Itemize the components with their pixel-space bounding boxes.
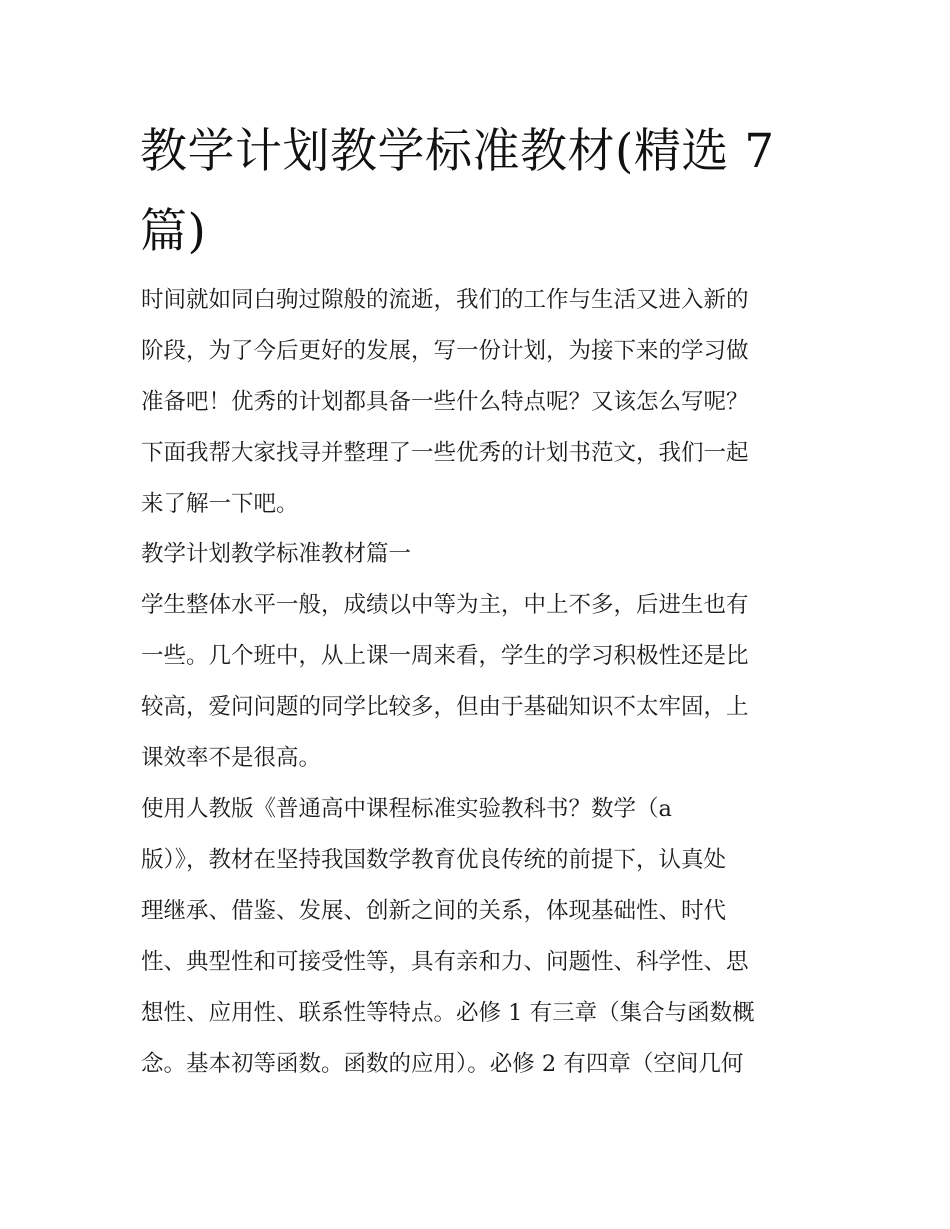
title-line-1: 教学计划教学标准教材(精选 7 bbox=[140, 124, 775, 179]
paragraph-2-line-3: 理继承、借鉴、发展、创新之间的关系，体现基础性、时代 bbox=[141, 898, 727, 924]
intro-line-1: 时间就如同白驹过隙般的流逝，我们的工作与生活又进入新的 bbox=[141, 287, 749, 313]
paragraph-2-line-1: 使用人教版《普通高中课程标准实验教科书？数学（a bbox=[141, 796, 672, 822]
paragraph-1-line-4: 课效率不是很高。 bbox=[141, 745, 322, 771]
paragraph-1-line-1: 学生整体水平一般，成绩以中等为主，中上不多，后进生也有 bbox=[141, 592, 749, 618]
intro-line-3: 准备吧！优秀的计划都具备一些什么特点呢？又该怎么写呢？ bbox=[141, 389, 749, 415]
document-title bbox=[140, 112, 820, 272]
paragraph-1-line-3: 较高，爱问问题的同学比较多，但由于基础知识不太牢固，上 bbox=[141, 694, 749, 720]
paragraph-2-line-6: 念。基本初等函数。函数的应用）。必修 2 有四章（空间几何 bbox=[141, 1051, 744, 1077]
paragraph-2-line-4: 性、典型性和可接受性等，具有亲和力、问题性、科学性、思 bbox=[141, 949, 749, 975]
intro-line-2: 阶段，为了今后更好的发展，写一份计划，为接下来的学习做 bbox=[141, 338, 749, 364]
title-line-2: 篇) bbox=[140, 204, 207, 259]
paragraph-2-line-2: 版）》，教材在坚持我国数学教育优良传统的前提下，认真处 bbox=[141, 847, 727, 873]
paragraph-2-line-5: 想性、应用性、联系性等特点。必修 1 有三章（集合与函数概 bbox=[141, 1000, 755, 1026]
intro-line-4: 下面我帮大家找寻并整理了一些优秀的计划书范文，我们一起 bbox=[141, 440, 749, 466]
paragraph-1-line-2: 一些。几个班中，从上课一周来看，学生的学习积极性还是比 bbox=[141, 643, 749, 669]
section-heading-1: 教学计划教学标准教材篇一 bbox=[141, 541, 412, 567]
intro-line-5: 来了解一下吧。 bbox=[141, 491, 299, 517]
